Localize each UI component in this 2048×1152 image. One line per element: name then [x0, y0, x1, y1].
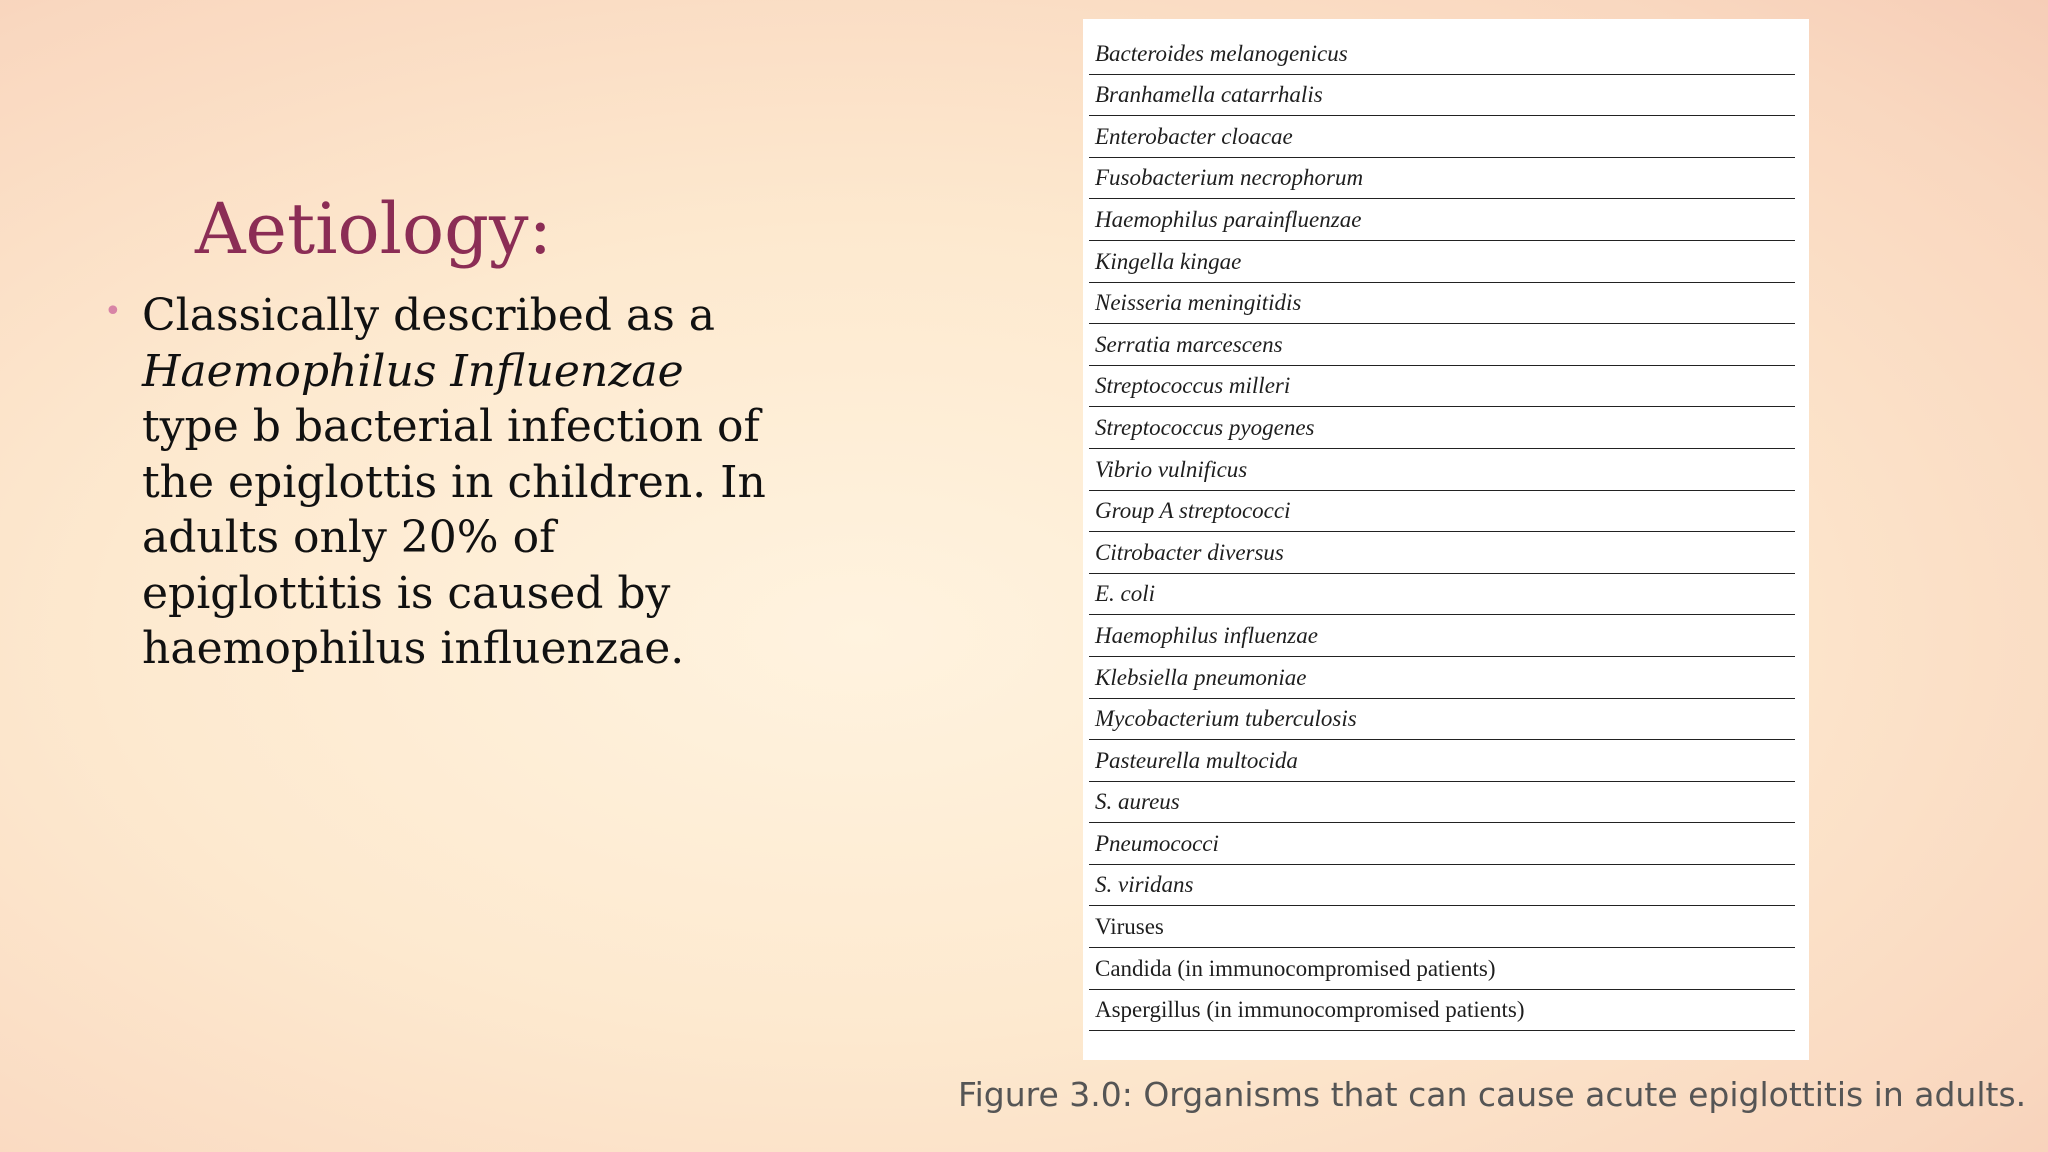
table-row [1089, 781, 1795, 823]
organism-cell: Pasteurella multocida [1089, 740, 1795, 782]
table-row [1089, 282, 1795, 324]
organism-cell: Viruses [1089, 906, 1795, 948]
table-row [1089, 740, 1795, 782]
table-row [1089, 199, 1795, 241]
organism-cell: S. viridans [1089, 864, 1795, 906]
organism-cell: Streptococcus pyogenes [1089, 407, 1795, 449]
organism-cell: Neisseria meningitidis [1089, 282, 1795, 324]
organism-table [1089, 33, 1795, 1031]
table-row [1089, 116, 1795, 158]
organism-cell: Kingella kingae [1089, 240, 1795, 282]
bullet-text [142, 288, 766, 677]
table-row [1089, 324, 1795, 366]
table-row [1089, 989, 1795, 1031]
bullet-line: epiglottitis is caused by [142, 567, 671, 619]
table-row [1089, 698, 1795, 740]
bullet-line: haemophilus influenzae. [142, 623, 685, 674]
table-row [1089, 74, 1795, 116]
bullet-line: Classically described as a [142, 290, 715, 341]
table-row [1089, 33, 1795, 74]
bullet-line: type b bacterial infection of [142, 401, 760, 452]
organism-cell: Aspergillus (in immunocompromised patients) [1089, 989, 1795, 1031]
organism-cell: Streptococcus milleri [1089, 365, 1795, 407]
table-row [1089, 407, 1795, 449]
organism-cell: Fusobacterium necrophorum [1089, 157, 1795, 199]
organism-table-image [1083, 19, 1809, 1060]
organism-cell: Mycobacterium tuberculosis [1089, 698, 1795, 740]
organism-cell: E. coli [1089, 573, 1795, 615]
organism-cell: Candida (in immunocompromised patients) [1089, 948, 1795, 990]
figure-caption: Figure 3.0: Organisms that can cause acute epiglottitis in adults. [958, 1075, 2027, 1114]
bullet-line: the epiglottis in children. In [142, 456, 766, 508]
bullet-dot-icon: • [104, 294, 122, 329]
table-row [1089, 157, 1795, 199]
table-row [1089, 490, 1795, 532]
table-row [1089, 448, 1795, 490]
table-row [1089, 906, 1795, 948]
organism-cell: Klebsiella pneumoniae [1089, 656, 1795, 698]
bullet-list [100, 288, 766, 677]
organism-cell: Haemophilus influenzae [1089, 615, 1795, 657]
table-row [1089, 573, 1795, 615]
table-row [1089, 615, 1795, 657]
organism-cell: Pneumococci [1089, 823, 1795, 865]
organism-cell: Vibrio vulnificus [1089, 448, 1795, 490]
table-row [1089, 532, 1795, 574]
table-row [1089, 864, 1795, 906]
bullet-line: adults only 20% of [142, 512, 556, 563]
organism-cell: Enterobacter cloacae [1089, 116, 1795, 158]
table-row [1089, 365, 1795, 407]
organism-cell: Group A streptococci [1089, 490, 1795, 532]
organism-cell: Bacteroides melanogenicus [1089, 33, 1795, 74]
organism-cell: Branhamella catarrhalis [1089, 74, 1795, 116]
table-row [1089, 948, 1795, 990]
bullet-line-italic: Haemophilus Influenzae [142, 345, 684, 397]
table-row [1089, 823, 1795, 865]
bullet-item [100, 288, 766, 677]
table-row [1089, 656, 1795, 698]
organism-cell: Haemophilus parainfluenzae [1089, 199, 1795, 241]
organism-cell: Citrobacter diversus [1089, 532, 1795, 574]
organism-cell: Serratia marcescens [1089, 324, 1795, 366]
slide-title: Aetiology: [195, 188, 553, 270]
organism-cell: S. aureus [1089, 781, 1795, 823]
table-row [1089, 240, 1795, 282]
